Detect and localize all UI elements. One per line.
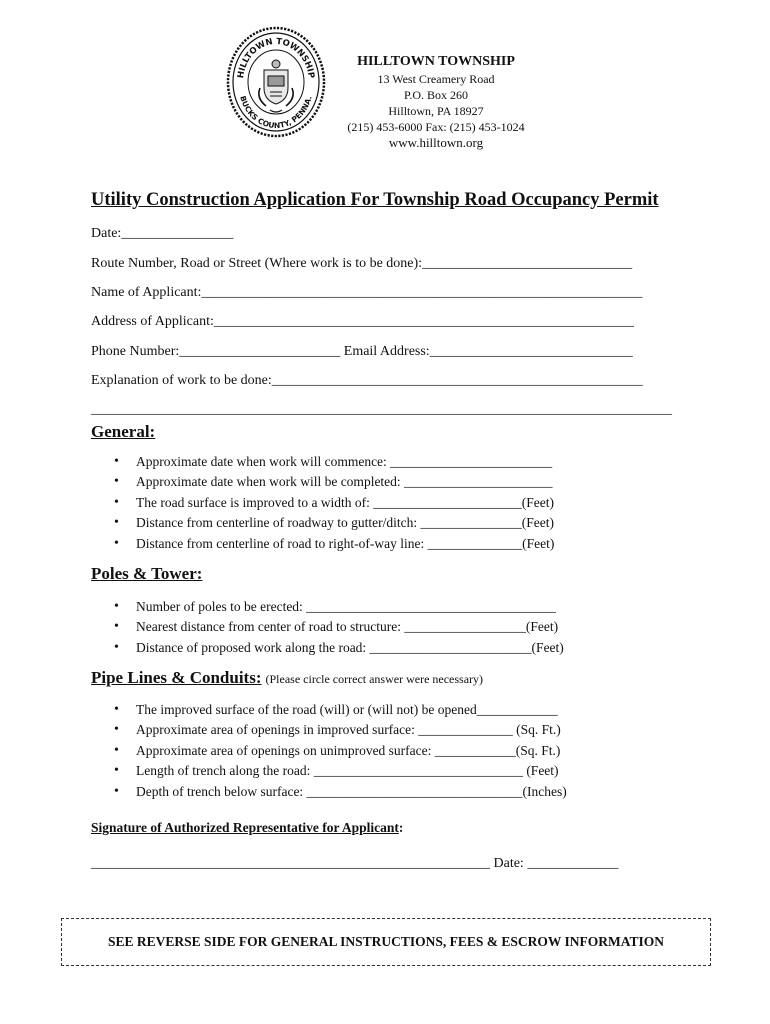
letterhead [336,52,536,151]
list-item[interactable]: • The road surface is improved to a width of: ______________________(Feet) [0,493,554,513]
list-item[interactable]: • The improved surface of the road (will) or (will not) be opened____________ [0,700,567,720]
poles-list [0,597,564,658]
seal-bottom-text: BUCKS COUNTY, PENNA. [238,94,314,131]
signature-label-text: Signature of Authorized Representative for Applicant [91,820,399,835]
general-list [0,452,554,554]
street-address: 13 West Creamery Road [377,72,495,86]
signature-date-line[interactable]: _________________________________________________________ Date: _____________ [91,856,619,871]
pipes-heading [91,668,483,688]
list-item[interactable]: • Number of poles to be erected: _____________________________________ [0,597,564,617]
poles-heading: Poles & Tower: [91,564,203,583]
city-state-zip: Hilltown, PA 18927 [388,104,484,118]
notice-text: SEE REVERSE SIDE FOR GENERAL INSTRUCTIONS, FEES & ESCROW INFORMATION [107,934,665,949]
township-seal-logo [226,26,326,138]
phone-fax: (215) 453-6000 Fax: (215) 453-1024 [347,120,525,134]
pipes-list [0,700,567,802]
list-item[interactable]: • Approximate date when work will be completed: ______________________ [0,472,554,492]
date-field[interactable]: Date:________________ [91,226,234,241]
phone-email-field[interactable]: Phone Number:_______________________ Email Address:_____________________________ [91,344,633,359]
pipes-note: (Please circle correct answer were necessary) [265,672,484,686]
signature-label [91,820,403,836]
po-box: P.O. Box 260 [403,88,468,102]
route-field[interactable]: Route Number, Road or Street (Where work is to be done):______________________________ [91,256,633,271]
list-item[interactable]: • Distance from centerline of road to right-of-way line: ______________(Feet) [0,534,554,554]
explanation-field[interactable]: Explanation of work to be done:_____________________________________________________ [91,373,643,388]
list-item[interactable]: • Approximate area of openings in improved surface: ______________ (Sq. Ft.) [0,720,567,740]
list-item[interactable]: • Distance from centerline of roadway to gutter/ditch: _______________(Feet) [0,513,554,533]
list-item[interactable]: • Approximate area of openings on unimproved surface: ____________(Sq. Ft.) [0,741,567,761]
website: www.hilltown.org [388,135,484,150]
explanation-extra-line[interactable]: ___________________________________________________________________________________ [91,402,672,417]
applicant-address-field[interactable]: Address of Applicant:____________________________________________________________ [91,314,634,329]
list-item[interactable]: • Depth of trench below surface: ________________________________(Inches) [0,782,567,802]
reverse-side-notice [61,918,711,966]
township-name: HILLTOWN TOWNSHIP [357,54,515,69]
list-item[interactable]: • Approximate date when work will commence: ________________________ [0,452,554,472]
signature-label-colon: : [398,820,404,835]
list-item[interactable]: • Distance of proposed work along the road: ________________________(Feet) [0,638,564,658]
seal-top-text: HILLTOWN TOWNSHIP [236,36,316,79]
list-item[interactable]: • Length of trench along the road: _______________________________ (Feet) [0,761,567,781]
form-title: Utility Construction Application For Township Road Occupancy Permit [91,190,659,210]
applicant-name-field[interactable]: Name of Applicant:_______________________________________________________________ [91,285,643,300]
pipes-heading-text: Pipe Lines & Conduits: [91,668,262,687]
list-item[interactable]: • Nearest distance from center of road to structure: __________________(Feet) [0,617,564,637]
general-heading: General: [91,422,156,441]
